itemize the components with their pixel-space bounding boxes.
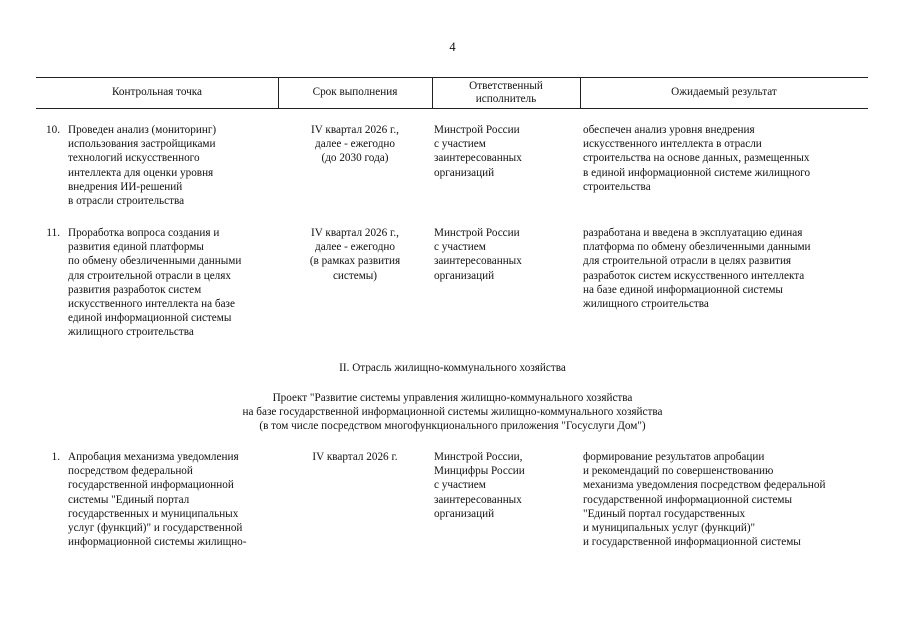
header-responsible: Ответственный исполнитель xyxy=(469,80,543,105)
row-checkpoint: Проведен анализ (мониторинг) использования застройщиками технологий искусственного интеллекта для оценки уровня внедрения ИИ-решений в отрасли строительства xyxy=(68,124,217,208)
row-result: разработана и введена в эксплуатацию единая платформа по обмену обезличенными данными для строительной отрасли в целях развития разработок систем искусственного интеллекта на базе единой информационной системы жилищного строительства xyxy=(583,227,811,311)
row-responsible: Минстрой России с участием заинтересованных организаций xyxy=(434,227,522,282)
row-number: 1. xyxy=(51,451,60,463)
row-responsible: Минстрой России с участием заинтересованных организаций xyxy=(434,124,522,179)
row-checkpoint: Апробация механизма уведомления посредством федеральной государственной информационной системы "Единый портал государственных и муниципальных услуг (функций)" и государственной информационной системы жилищно- xyxy=(68,451,247,549)
row-result: обеспечен анализ уровня внедрения искусственного интеллекта в отрасли строительства на основе данных, размещенных в единой информационной системе жилищного строительства xyxy=(583,124,811,193)
header-deadline: Срок выполнения xyxy=(312,86,398,99)
row-deadline: IV квартал 2026 г., далее - ежегодно (в рамках развития системы) xyxy=(309,227,401,282)
row-checkpoint: Проработка вопроса создания и развития единой платформы по обмену обезличенными данными для строительной отрасли в целях развития разработок систем искусственного интеллекта на базе единой информационной системы жилищного строительства xyxy=(68,227,242,339)
row-number: 10. xyxy=(46,124,60,136)
row-result: формирование результатов апробации и рекомендаций по совершенствованию механизма уведомления посредством федеральной государственной информационной системы "Единый портал государственных и муниципальных услуг (функций)" и государственной информационной системы xyxy=(583,451,826,549)
section-title: II. Отрасль жилищно-коммунального хозяйства xyxy=(339,362,566,374)
page-number: 4 xyxy=(449,40,456,54)
header-result: Ожидаемый результат xyxy=(671,86,777,99)
row-deadline: IV квартал 2026 г. xyxy=(312,451,398,463)
row-deadline: IV квартал 2026 г., далее - ежегодно (до 2030 года) xyxy=(311,124,399,165)
table-header-bottom-rule xyxy=(36,108,868,109)
project-title: Проект "Развитие системы управления жилищно-коммунального хозяйства на базе государственной информационной системы жилищно-коммунального хозяйства (в том числе посредством многофункционального приложения "Госуслуги Дом") xyxy=(242,392,663,433)
row-responsible: Минстрой России, Минцифры России с участием заинтересованных организаций xyxy=(434,451,525,520)
header-checkpoint: Контрольная точка xyxy=(111,86,203,99)
row-number: 11. xyxy=(46,227,60,239)
